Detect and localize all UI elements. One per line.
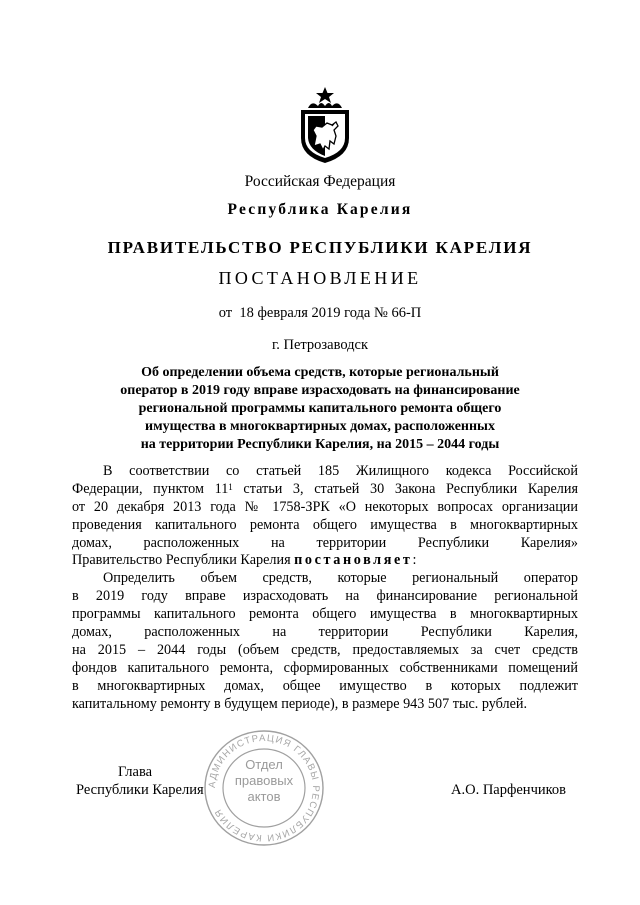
body-line: капитальному ремонту в будущем периоде), в размере 943 507 тыс. рублей.: [72, 695, 528, 712]
body-line: на 2015 – 2044 годы (объем средств, предоставляемых за счет средств: [72, 641, 578, 658]
title-line: оператор в 2019 году вправе израсходовать на финансирование: [120, 383, 520, 398]
stamp-line: Отдел: [245, 757, 283, 772]
body-line: Определить объем средств, которые региональный оператор: [103, 570, 578, 587]
body-text: Федерации, пунктом 11: [72, 480, 229, 497]
signatory-title: Глава: [118, 764, 153, 780]
document-type: ПОСТАНОВЛЕНИЕ: [218, 268, 422, 288]
title-line: на территории Республики Карелия, на 2015 – 2044 годы: [140, 437, 500, 452]
body-line: от 20 декабря 2013 года № 1758-ЗРК «О некоторых вопросах организации: [72, 498, 578, 515]
body-text: :: [412, 552, 417, 569]
document-title: [0, 364, 640, 454]
body-line: программы капитального ремонта общего имущества в многоквартирных: [72, 606, 578, 623]
stamp-line: актов: [247, 789, 281, 804]
stamp-line: правовых: [234, 773, 294, 788]
stamp-ring-text: АДМИНИСТРАЦИЯ ГЛАВЫ РЕСПУБЛИКИ КАРЕЛИЯ: [206, 732, 322, 844]
document-city: г. Петрозаводск: [271, 337, 369, 353]
body-line: В соответствии со статьей 185 Жилищного кодекса Российской: [103, 463, 578, 479]
body-line: в 2019 году вправе израсходовать на финансирование региональной: [72, 588, 578, 605]
title-line: имущества в многоквартирных домах, расположенных: [145, 419, 495, 434]
title-line: Об определении объема средств, которые региональный: [141, 365, 499, 380]
body-line: домах, расположенных на территории Республики Карелия,: [72, 624, 578, 641]
country-name: Российская Федерация: [244, 173, 396, 190]
document-body: [72, 463, 578, 713]
title-line: региональной программы капитального ремонта общего: [138, 401, 502, 416]
signatory-title: Республики Карелия: [76, 782, 204, 798]
body-line: в многоквартирных домах, общее имущество в которых подлежит: [72, 677, 578, 694]
document-date-number: от 18 февраля 2019 года № 66-П: [218, 305, 422, 321]
government-name: ПРАВИТЕЛЬСТВО РЕСПУБЛИКИ КАРЕЛИЯ: [107, 238, 533, 257]
body-line: [72, 552, 578, 570]
superscript: 1: [228, 481, 233, 492]
coat-of-arms-icon: [296, 86, 354, 164]
region-name: Республика Карелия: [227, 201, 413, 218]
body-line: домах, расположенных на территории Республики Карелия»: [72, 534, 578, 551]
body-line: фондов капитального ремонта, сформированных собственниками помещений: [72, 659, 578, 676]
body-line: [72, 481, 578, 499]
body-line: проведения капитального ремонта общего имущества в многоквартирных: [72, 516, 578, 533]
body-text: статьи 3, статьей 30 Закона Республики Карелия: [232, 480, 578, 497]
signatory-name: А.О. Парфенчиков: [451, 782, 567, 798]
body-text: Правительство Республики Карелия: [72, 552, 295, 569]
decree-verb: постановляет: [294, 552, 413, 569]
